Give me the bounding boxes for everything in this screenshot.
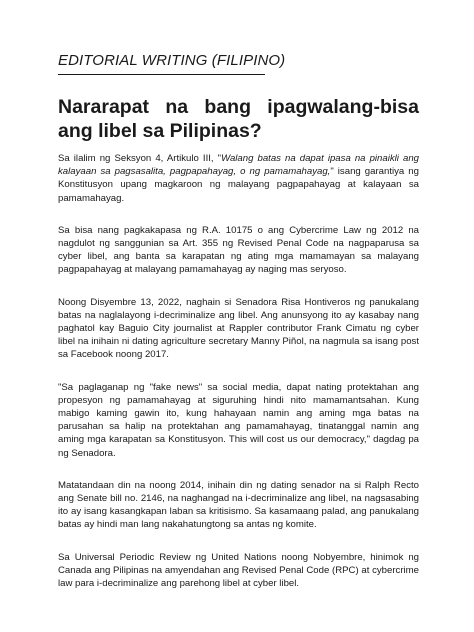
paragraph-1 bbox=[58, 152, 419, 205]
article-body bbox=[58, 152, 419, 609]
paragraph-5: Matatandaan din na noong 2014, inihain din ng dating senador na si Ralph Recto ang Senate bill no. 2146, na naghangad na i-decriminalize ang libel, na nagsasabing ito ay isang kasangkapan laban sa kritisismo. Sa kasamaang palad, ang panukalang batas ay hindi man lang nakahatungtong sa antas ng komite. bbox=[58, 479, 419, 531]
section-kicker: EDITORIAL WRITING (FILIPINO) bbox=[58, 52, 286, 69]
paragraph-3: Noong Disyembre 13, 2022, naghain si Senadora Risa Hontiveros ng panukalang batas na naglalayong i-decriminalize ang libel. Ang anunsyong ito ay kasabay nang paghatol kay Baguio City journalist at Rappler contributor Frank Cimatu ng cyber libel na inihain ni dating agriculture secretary Manny Piñol, na nagmula sa isang post sa Facebook noong 2017. bbox=[58, 296, 419, 361]
paragraph-4: "Sa paglaganap ng "fake news" sa social media, dapat nating protektahan ang propesyon ng pamamahayag at siguruhing hindi nito mamamantsahan. Kung mabigo kaming gawin ito, kung hahayaan namin ang aming mga batas na parusahan sa halip na protektahan ang pamamahayag, tinatanggal namin ang aming mga karapatan sa Konstitusyon. This will cost us our democracy," dagdag pa ng Senadora. bbox=[58, 381, 419, 459]
paragraph-6: Sa Universal Periodic Review ng United Nations noong Nobyembre, hinimok ng Canada ang Pilipinas na amyendahan ang Revised Penal Code (RPC) at cybercrime law para i-decriminalize ang parehong libel at cyber libel. bbox=[58, 551, 419, 590]
paragraph-2: Sa bisa nang pagkakapasa ng R.A. 10175 o ang Cybercrime Law ng 2012 na nagdulot ng sanggunian sa Art. 355 ng Revised Penal Code na nagpaparusa sa cyber libel, ang banta sa karapatan ng ating mga mamamayan sa malayang pagpapahayag at malayang pamamahayag ay naging mas seryoso. bbox=[58, 224, 419, 276]
paragraph-1-quote: Walang batas na dapat ipasa na pinaikli ang kalayaan sa pagsasalita, pagpapahayag, o ng pamamahayag, bbox=[58, 153, 419, 178]
article-title: Nararapat na bang ipagwalang-bisa ang libel sa Pilipinas? bbox=[58, 96, 419, 142]
kicker-underline bbox=[58, 74, 265, 75]
paragraph-1-lead: Sa ilalim ng Seksyon 4, Artikulo III, " bbox=[58, 153, 222, 164]
paragraph-1-tail: " isang garantiya ng Konstitusyon upang magkaroon ng malayang pagpapahayag at kalayaan sa pamamahayag. bbox=[58, 166, 419, 204]
